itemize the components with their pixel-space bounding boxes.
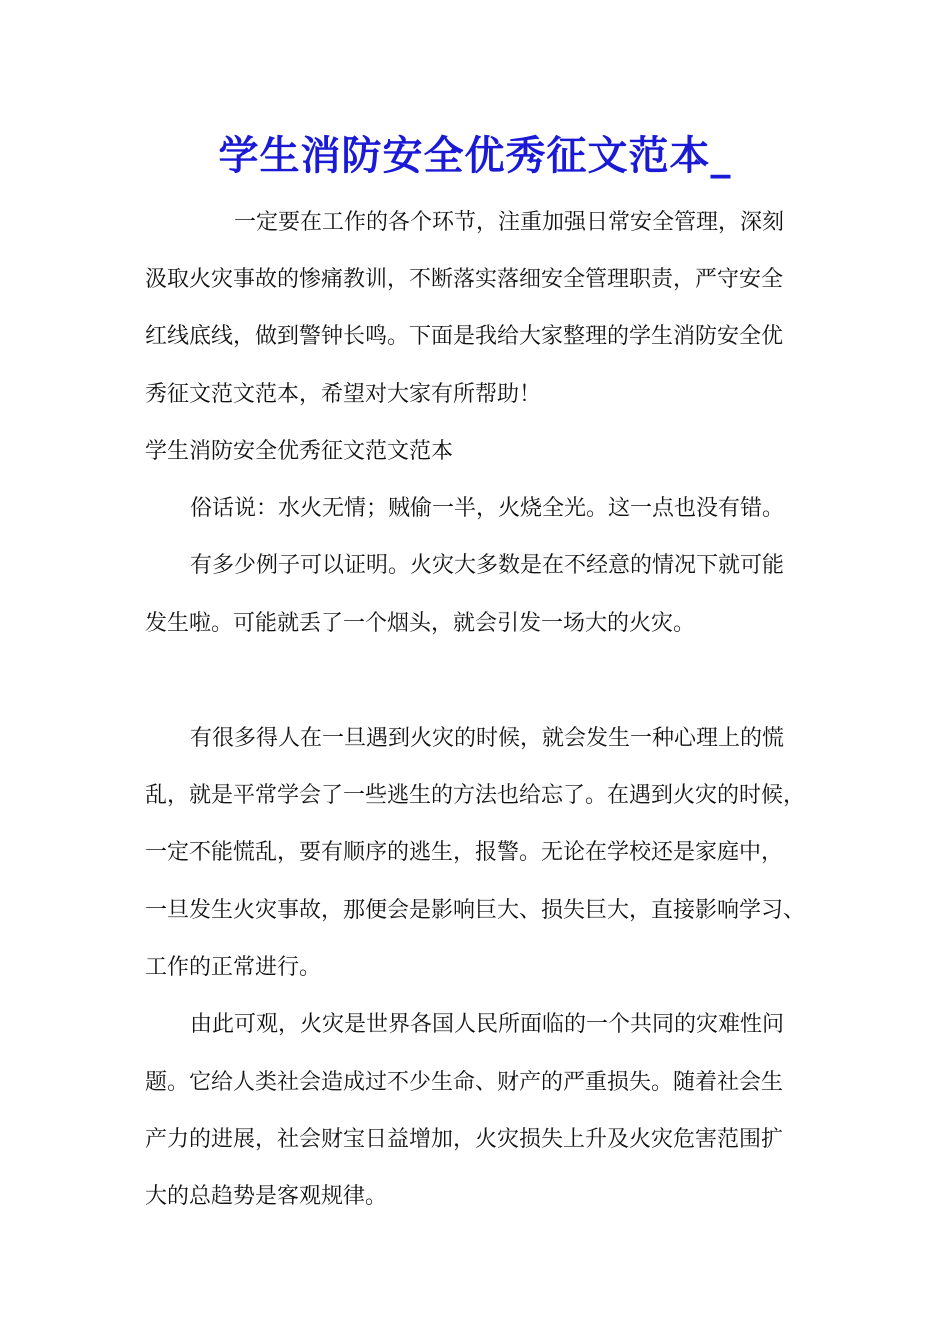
paragraph-line: 由此可观，火灾是世界各国人民所面临的一个共同的灾难性问 [190,1012,785,1037]
paragraph-line: 有很多得人在一旦遇到火灾的时候，就会发生一种心理上的慌 [190,726,785,751]
paragraph-line: 俗话说：水火无情；贼偷一半，火烧全光。这一点也没有错。 [190,496,785,521]
paragraph-line: 有多少例子可以证明。火灾大多数是在不经意的情况下就可能 [190,553,785,578]
section-heading: 学生消防安全优秀征文范文范本 [145,439,454,464]
paragraph-line: 汲取火灾事故的惨痛教训，不断落实落细安全管理职责，严守安全 [145,267,784,292]
paragraph-line: 一旦发生火灾事故，那便会是影响巨大、损失巨大，直接影响学习、 [145,898,806,923]
paragraph-line: 一定不能慌乱，要有顺序的逃生，报警。无论在学校还是家庭中， [145,840,784,865]
paragraph-line: 工作的正常进行。 [145,955,322,980]
paragraph-line: 红线底线，做到警钟长鸣。下面是我给大家整理的学生消防安全优 [145,324,784,349]
paragraph-line: 发生啦。可能就丢了一个烟头，就会引发一场大的火灾。 [145,611,696,636]
paragraph-line: 题。它给人类社会造成过不少生命、财产的严重损失。随着社会生 [145,1070,784,1095]
document-title: 学生消防安全优秀征文范本_ [218,132,732,179]
paragraph-line: 一定要在工作的各个环节，注重加强日常安全管理，深刻 [234,210,785,235]
paragraph-line: 产力的进展，社会财宝日益增加，火灾损失上升及火灾危害范围扩 [145,1127,784,1152]
paragraph-line: 秀征文范文范本，希望对大家有所帮助！ [145,382,542,407]
paragraph-line: 乱，就是平常学会了一些逃生的方法也给忘了。在遇到火灾的时候， [145,783,806,808]
paragraph-line: 大的总趋势是客观规律。 [145,1184,388,1209]
